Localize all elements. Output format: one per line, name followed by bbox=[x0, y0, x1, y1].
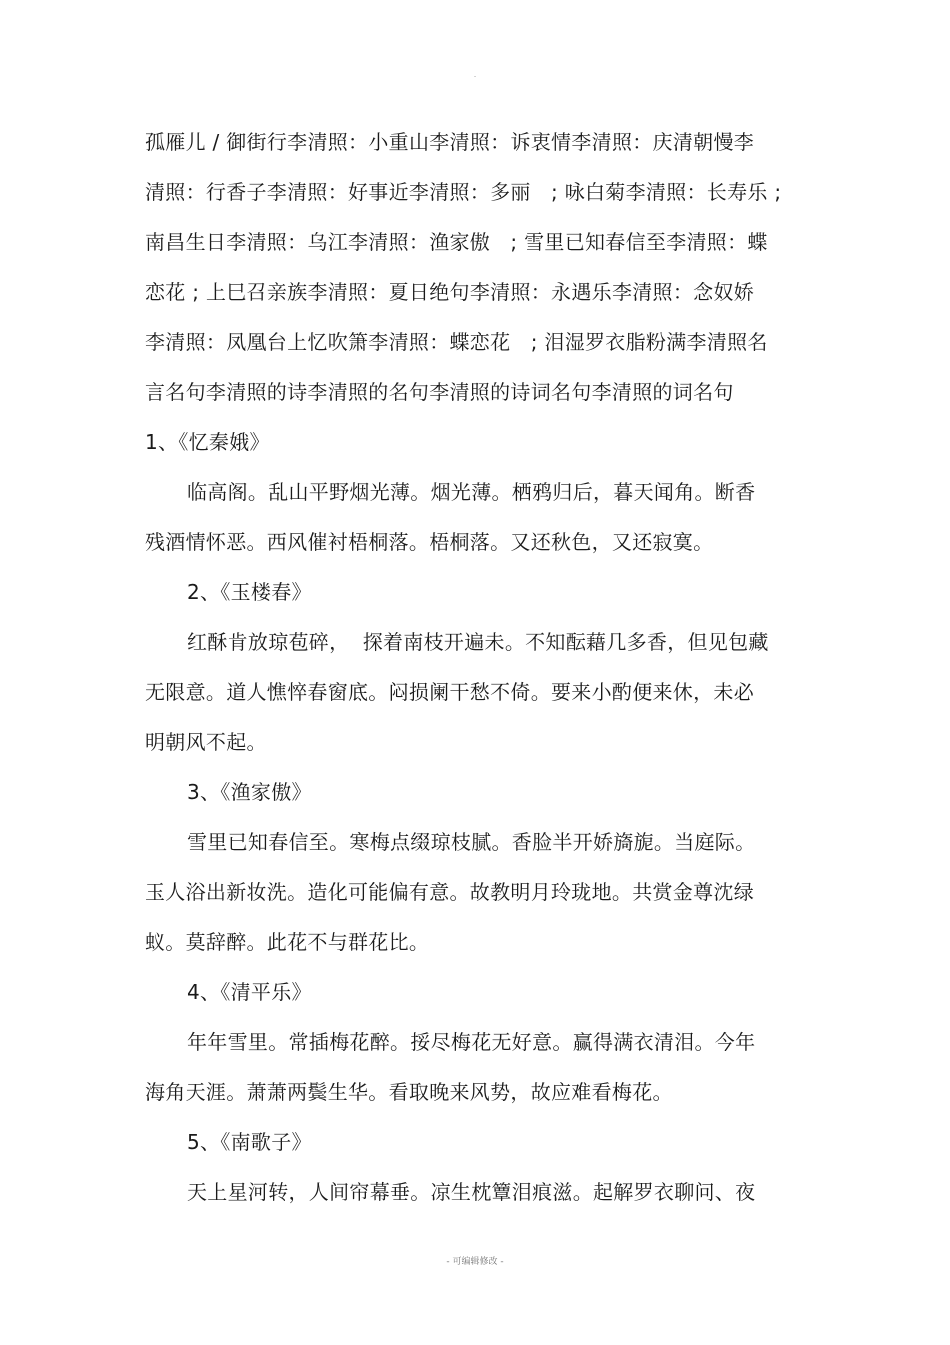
text-line: 海角天涯。萧萧两鬓生华。看取晚来风势，故应难看梅花。 bbox=[145, 1080, 673, 1104]
text-line: 红酥肯放琼苞碎， 探着南枝开遍未。不知酝藉几多香，但见包藏 bbox=[187, 630, 769, 654]
header-mark: . bbox=[473, 70, 477, 79]
text-line: 残酒情怀恶。西风催衬梧桐落。梧桐落。又还秋色，又还寂寞。 bbox=[145, 530, 714, 554]
text-line: 恋花 ; 上巳召亲族李清照：夏日绝句李清照：永遇乐李清照：念奴娇 bbox=[145, 280, 755, 304]
text-line: 清照：行香子李清照：好事近李清照：多丽 ; 咏白菊李清照：长寿乐 ; bbox=[145, 180, 782, 204]
poem-heading: 4、《清平乐》 bbox=[187, 980, 312, 1004]
text-line: 年年雪里。常插梅花醉。挼尽梅花无好意。赢得满衣清泪。今年 bbox=[187, 1030, 756, 1054]
text-line: 玉人浴出新妆洗。造化可能偏有意。故教明月玲珑地。共赏金尊沈绿 bbox=[145, 880, 754, 904]
text-line: 李清照：凤凰台上忆吹箫李清照：蝶恋花 ; 泪湿罗衣脂粉满李清照名 bbox=[145, 330, 768, 354]
poem-heading: 1、《忆秦娥》 bbox=[145, 430, 270, 454]
text-line: 言名句李清照的诗李清照的名句李清照的诗词名句李清照的词名句 bbox=[145, 380, 734, 404]
text-line: 雪里已知春信至。寒梅点缀琼枝腻。香脸半开娇旖旎。当庭际。 bbox=[187, 830, 756, 854]
poem-heading: 2、《玉楼春》 bbox=[187, 580, 312, 604]
text-line: 孤雁儿 / 御街行李清照：小重山李清照：诉衷情李清照：庆清朝慢李 bbox=[145, 130, 755, 154]
poem-heading: 5、《南歌子》 bbox=[187, 1130, 312, 1154]
text-line: 南昌生日李清照：乌江李清照：渔家傲 ; 雪里已知春信至李清照：蝶 bbox=[145, 230, 768, 254]
text-line: 明朝风不起。 bbox=[145, 730, 267, 754]
text-line: 无限意。道人憔悴春窗底。闷损阑干愁不倚。要来小酌便来休，未必 bbox=[145, 680, 754, 704]
text-line: 天上星河转，人间帘幕垂。凉生枕簟泪痕滋。起解罗衣聊问、夜 bbox=[187, 1180, 756, 1204]
poem-heading: 3、《渔家傲》 bbox=[187, 780, 312, 804]
footer-note: - 可编辑修改 - bbox=[446, 1257, 504, 1267]
text-line: 临高阁。乱山平野烟光薄。烟光薄。栖鸦归后，暮天闻角。断香 bbox=[187, 480, 756, 504]
text-line: 蚁。莫辞醉。此花不与群花比。 bbox=[145, 930, 430, 954]
